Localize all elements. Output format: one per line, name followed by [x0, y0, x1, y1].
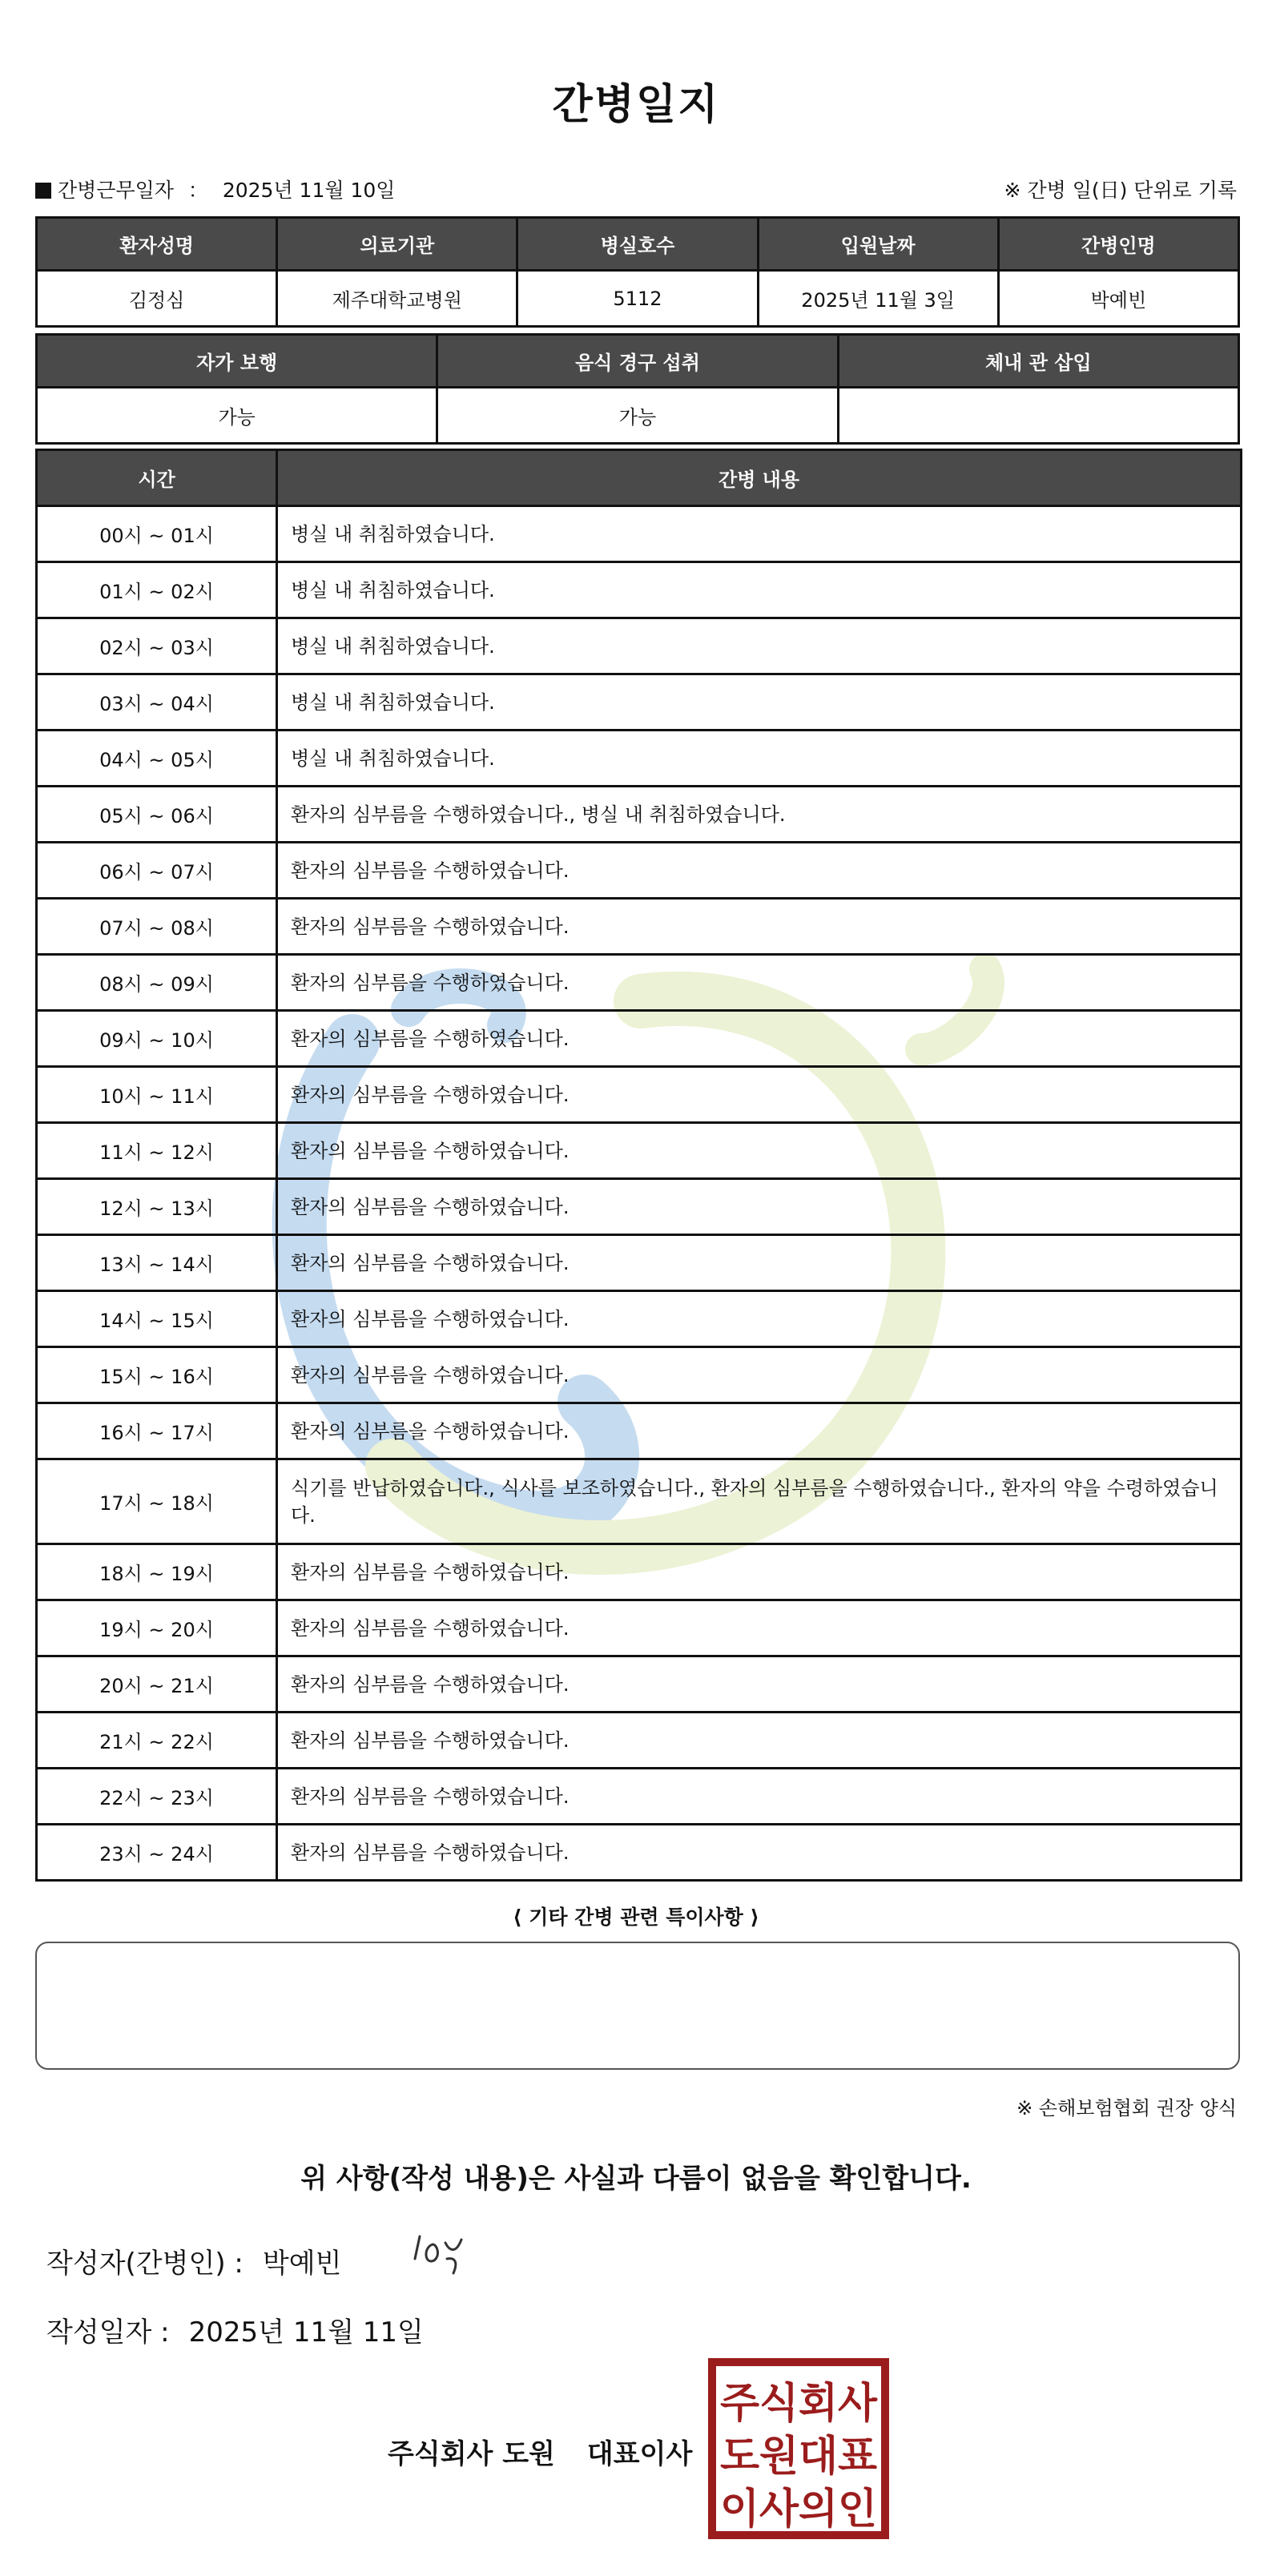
- care-log-content: 환자의 심부름을 수행하였습니다.: [277, 1403, 1242, 1459]
- care-log-header-row: [37, 450, 1242, 506]
- header-patient-name: 환자성명: [37, 218, 277, 271]
- care-log-row: [37, 1291, 1242, 1347]
- care-log-content: 환자의 심부름을 수행하였습니다., 병실 내 취침하였습니다.: [277, 787, 1242, 843]
- header-admission-date: 입원날짜: [758, 218, 998, 271]
- care-log-time: 22시 ~ 23시: [37, 1769, 277, 1825]
- care-log-content: 병실 내 취침하였습니다.: [277, 731, 1242, 787]
- care-log-time: 12시 ~ 13시: [37, 1179, 277, 1235]
- special-notes-box: [35, 1942, 1240, 2070]
- care-log-row: [37, 1713, 1242, 1769]
- svg-text:주식회사: 주식회사: [720, 2380, 878, 2428]
- care-log-time: 01시 ~ 02시: [37, 562, 277, 618]
- care-log-content: 환자의 심부름을 수행하였습니다.: [277, 1179, 1242, 1235]
- care-log-time: 09시 ~ 10시: [37, 1011, 277, 1067]
- care-log-time: 04시 ~ 05시: [37, 731, 277, 787]
- svg-text:이사의인: 이사의인: [720, 2485, 877, 2534]
- care-log-content: 식기를 반납하였습니다., 식사를 보조하였습니다., 환자의 심부름을 수행하였습니다., 환자의 약을 수령하였습니다.: [277, 1459, 1242, 1544]
- care-log-time: 07시 ~ 08시: [37, 899, 277, 955]
- care-log-row: [37, 955, 1242, 1011]
- care-log-row: [37, 1600, 1242, 1656]
- care-log-time: 18시 ~ 19시: [37, 1544, 277, 1600]
- care-log-time: 06시 ~ 07시: [37, 843, 277, 899]
- header-time: 시간: [37, 450, 277, 506]
- care-log-content: 환자의 심부름을 수행하였습니다.: [277, 1600, 1242, 1656]
- care-log-content: 환자의 심부름을 수행하였습니다.: [277, 899, 1242, 955]
- care-log-content: 환자의 심부름을 수행하였습니다.: [277, 1713, 1242, 1769]
- patient-info-header-row: [37, 218, 1239, 271]
- caregiver-name: 박예빈: [998, 271, 1238, 327]
- care-log-content: 환자의 심부름을 수행하였습니다.: [277, 1347, 1242, 1403]
- care-log-content: 환자의 심부름을 수행하였습니다.: [277, 1235, 1242, 1291]
- care-log-row: [37, 1347, 1242, 1403]
- care-log-content: 환자의 심부름을 수행하였습니다.: [277, 1067, 1242, 1123]
- header-oral-intake: 음식 경구 섭취: [437, 335, 838, 388]
- company-signature-line: [388, 2432, 692, 2471]
- header-room: 병실호수: [517, 218, 758, 271]
- page-title: 간병일지: [552, 81, 720, 129]
- care-log-row: [37, 506, 1242, 562]
- patient-status-table: [35, 333, 1240, 445]
- care-log-content: 환자의 심부름을 수행하였습니다.: [277, 1123, 1242, 1179]
- header-caregiver-name: 간병인명: [998, 218, 1238, 271]
- care-log-content: 환자의 심부름을 수행하였습니다.: [277, 1656, 1242, 1713]
- care-log-row: [37, 787, 1242, 843]
- care-log-content: 병실 내 취침하였습니다.: [277, 506, 1242, 562]
- care-log-content: 환자의 심부름을 수행하였습니다.: [277, 843, 1242, 899]
- company-name: 주식회사 도원: [388, 2438, 555, 2470]
- care-log-row: [37, 1825, 1242, 1881]
- header-self-walking: 자가 보행: [37, 335, 437, 388]
- care-log-time: 19시 ~ 20시: [37, 1600, 277, 1656]
- care-log-content: 환자의 심부름을 수행하였습니다.: [277, 955, 1242, 1011]
- work-date-separator: ：: [187, 179, 208, 202]
- care-log-content: 병실 내 취침하였습니다.: [277, 562, 1242, 618]
- room-number: 5112: [517, 271, 758, 327]
- care-log-row: [37, 1769, 1242, 1825]
- care-log-time: 08시 ~ 09시: [37, 955, 277, 1011]
- record-unit-note: ※ 간병 일(日) 단위로 기록: [1004, 179, 1237, 202]
- care-log-row: [37, 1459, 1242, 1544]
- work-date: [35, 175, 395, 203]
- care-log-time: 11시 ~ 12시: [37, 1123, 277, 1179]
- writer-line: [46, 2241, 341, 2280]
- handwritten-signature: [409, 2220, 481, 2284]
- care-log-content: 환자의 심부름을 수행하였습니다.: [277, 1011, 1242, 1067]
- care-log-time: 20시 ~ 21시: [37, 1656, 277, 1713]
- care-log-row: [37, 899, 1242, 955]
- form-origin-note: ※ 손해보험협회 권장 양식: [1016, 2097, 1237, 2119]
- care-log-time: 02시 ~ 03시: [37, 618, 277, 674]
- care-log-row: [37, 674, 1242, 731]
- admission-date: 2025년 11월 3일: [758, 271, 998, 327]
- care-log-time: 15시 ~ 16시: [37, 1347, 277, 1403]
- header-hospital: 의료기관: [277, 218, 517, 271]
- care-log-time: 05시 ~ 06시: [37, 787, 277, 843]
- oral-intake-value: 가능: [437, 388, 838, 444]
- care-log-table: [35, 449, 1242, 1882]
- header-tube-insertion: 체내 관 삽입: [838, 335, 1238, 388]
- care-log-time: 00시 ~ 01시: [37, 506, 277, 562]
- care-log-content: 환자의 심부름을 수행하였습니다.: [277, 1825, 1242, 1881]
- care-log-time: 21시 ~ 22시: [37, 1713, 277, 1769]
- care-log-time: 23시 ~ 24시: [37, 1825, 277, 1881]
- care-log-content: 환자의 심부름을 수행하였습니다.: [277, 1544, 1242, 1600]
- care-log-content: 병실 내 취침하였습니다.: [277, 618, 1242, 674]
- care-log-row: [37, 1403, 1242, 1459]
- care-log-content: 병실 내 취침하였습니다.: [277, 674, 1242, 731]
- work-date-value: 2025년 11월 10일: [222, 179, 396, 202]
- self-walking-value: 가능: [37, 388, 437, 444]
- patient-name: 김정심: [37, 271, 277, 327]
- care-log-time: 17시 ~ 18시: [37, 1459, 277, 1544]
- care-log-row: [37, 1011, 1242, 1067]
- svg-text:도원대표: 도원대표: [720, 2433, 877, 2481]
- care-log-content: 환자의 심부름을 수행하였습니다.: [277, 1769, 1242, 1825]
- care-log-content: 환자의 심부름을 수행하였습니다.: [277, 1291, 1242, 1347]
- care-log-time: 10시 ~ 11시: [37, 1067, 277, 1123]
- patient-info-table: [35, 216, 1240, 328]
- care-log-time: 16시 ~ 17시: [37, 1403, 277, 1459]
- care-log-row: [37, 731, 1242, 787]
- care-log-row: [37, 1123, 1242, 1179]
- write-date-line: [46, 2310, 424, 2349]
- company-seal-stamp: [708, 2358, 889, 2539]
- company-ceo-title: 대표이사: [586, 2438, 693, 2470]
- write-date-label: 작성일자 :: [46, 2316, 170, 2349]
- care-log-row: [37, 1656, 1242, 1713]
- patient-info-value-row: [37, 271, 1239, 327]
- care-log-time: 13시 ~ 14시: [37, 1235, 277, 1291]
- care-log-row: [37, 843, 1242, 899]
- patient-status-header-row: [37, 335, 1239, 388]
- write-date-value: 2025년 11월 11일: [188, 2316, 424, 2349]
- care-log-row: [37, 1544, 1242, 1600]
- care-log-row: [37, 1235, 1242, 1291]
- header-care-content: 간병 내용: [277, 450, 1242, 506]
- care-log-row: [37, 1067, 1242, 1123]
- care-log-time: 14시 ~ 15시: [37, 1291, 277, 1347]
- work-date-label: 간병근무일자: [58, 179, 174, 202]
- care-log-row: [37, 562, 1242, 618]
- patient-status-value-row: [37, 388, 1239, 444]
- writer-name: 박예빈: [262, 2248, 342, 2280]
- hospital-name: 제주대학교병원: [277, 271, 517, 327]
- care-log-row: [37, 1179, 1242, 1235]
- tube-insertion-value: [838, 388, 1238, 444]
- square-bullet-icon: [35, 183, 51, 199]
- confirmation-statement: 위 사항(작성 내용)은 사실과 다름이 없음을 확인합니다.: [300, 2163, 972, 2195]
- care-log-row: [37, 618, 1242, 674]
- care-log-time: 03시 ~ 04시: [37, 674, 277, 731]
- writer-label: 작성자(간병인) :: [46, 2248, 244, 2280]
- special-notes-title: ⟨ 기타 간병 관련 특이사항 ⟩: [513, 1906, 759, 1929]
